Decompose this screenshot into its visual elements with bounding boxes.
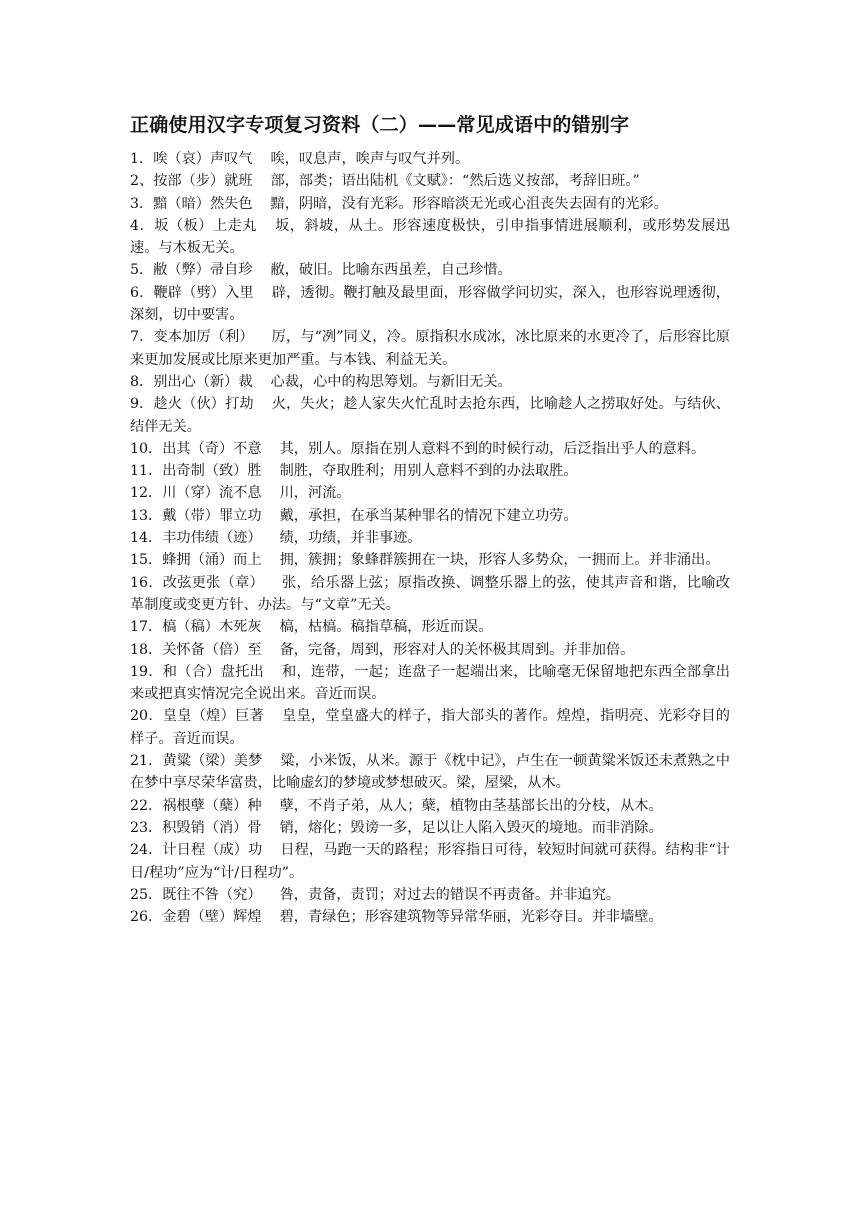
idiom-entry (130, 505, 730, 527)
idiom-term: 23．积毁销（消）骨 (130, 819, 262, 836)
idiom-term: 11．出奇制（致）胜 (130, 463, 262, 480)
idiom-explanation: 槁，枯槁。稿指草稿，形近而误。 (279, 619, 493, 636)
idiom-term: 24．计日程（成）功 (130, 842, 263, 859)
idiom-term: 6．鞭辟（劈）入里 (130, 284, 254, 301)
idiom-entry (130, 259, 730, 281)
idiom-term: 25．既往不咎（究） (130, 886, 262, 903)
idiom-entry (130, 839, 730, 884)
idiom-term: 7．变本加厉（利） (130, 329, 254, 346)
idiom-term: 3．黯（暗）然失色 (130, 195, 253, 212)
idiom-term: 20．皇皇（煌）巨著 (130, 708, 265, 725)
document-title: 正确使用汉字专项复习资料（二）——常见成语中的错别字 (130, 114, 630, 136)
idiom-explanation: 厉，与“冽”同义，冷。原指积水成冰，冰比原来的水更冷了，后形容比原来更加发展或比原来更加严重。与本钱、利益无关。 (130, 329, 730, 368)
idiom-explanation: 部，部类；语出陆机《文赋》：“然后选义按部，考辞旧班。” (270, 173, 640, 190)
idiom-explanation: 绩，功绩，并非事迹。 (279, 530, 422, 547)
idiom-explanation: 心裁，心中的构思筹划。与新旧无关。 (270, 373, 512, 390)
idiom-explanation: 孽，不肖子弟，从人；蘖，植物由茎基部长出的分枝，从木。 (279, 797, 663, 814)
idiom-explanation: 坂，斜坡，从土。形容速度极快，引申指事情进展顺利，或形势发展迅速。与木板无关。 (130, 217, 730, 257)
idiom-entry (130, 170, 730, 192)
idiom-entry (130, 460, 730, 482)
idiom-term: 12．川（穿）流不息 (130, 485, 262, 502)
idiom-explanation: 张，给乐器上弦；原指改换、调整乐器上的弦，使其声音和谐，比喻改革制度或变更方针、办法。与“文章”无关。 (130, 574, 730, 613)
idiom-entry (130, 527, 730, 549)
idiom-term: 17．槁（稿）木死灰 (130, 619, 262, 636)
idiom-explanation: 川，河流。 (279, 485, 351, 502)
idiom-term: 22．祸根孽（蘖）种 (130, 797, 262, 814)
idiom-entry (130, 661, 730, 706)
idiom-term: 18．关怀备（倍）至 (130, 641, 262, 658)
idiom-explanation: 辟，透彻。鞭打触及最里面，形容做学问切实，深入，也形容说理透彻，深刻，切中要害。 (130, 284, 730, 324)
idiom-explanation: 制胜，夺取胜利；用别人意料不到的办法取胜。 (279, 463, 578, 480)
idiom-entry (130, 438, 730, 460)
idiom-term: 21．黄粱（梁）美梦 (130, 753, 263, 770)
idiom-explanation: 日程，马跑一天的路程；形容指日可待，较短时间就可获得。结构非“计日/程功”应为“计/日程功”。 (130, 842, 730, 881)
idiom-term: 16．改弦更张（章） (130, 574, 265, 591)
idiom-entry (130, 549, 730, 571)
idiom-term: 19．和（合）盘托出 (130, 663, 265, 680)
idiom-explanation: 敝，破旧。比喻东西虽差，自己珍惜。 (270, 262, 512, 279)
idiom-entry (130, 371, 730, 393)
idiom-explanation: 咎，责备，责罚；对过去的错误不再责备。并非追究。 (279, 886, 621, 903)
idiom-term: 5．敝（弊）帚自珍 (130, 262, 253, 279)
document-page (130, 112, 730, 928)
idiom-entry (130, 282, 730, 327)
idiom-entry (130, 639, 730, 661)
idiom-term: 2、按部（步）就班 (130, 173, 253, 190)
idiom-entry (130, 482, 730, 504)
idiom-explanation: 戴，承担，在承当某种罪名的情况下建立功劳。 (279, 507, 578, 524)
idiom-term: 8．别出心（新）裁 (130, 373, 253, 390)
idiom-term: 13．戴（带）罪立功 (130, 507, 262, 524)
idiom-term: 9．趁火（伙）打劫 (130, 396, 254, 413)
idiom-term: 4．坂（板）上走丸 (130, 217, 258, 234)
idiom-entry (130, 393, 730, 438)
idiom-entry (130, 193, 730, 215)
idiom-entry (130, 326, 730, 371)
idiom-explanation: 唉，叹息声，唉声与叹气并列。 (270, 151, 470, 167)
idiom-explanation: 其，别人。原指在别人意料不到的时候行动，后泛指出乎人的意料。 (279, 440, 706, 457)
idiom-explanation: 备，完备，周到，形容对人的关怀极其周到。并非加倍。 (279, 641, 635, 658)
idiom-entry (130, 616, 730, 638)
idiom-explanation: 碧，青绿色；形容建筑物等异常华丽，光彩夺目。并非墙壁。 (279, 909, 663, 926)
idiom-explanation: 火，失火；趁人家失火忙乱时去抢东西，比喻趁人之捞取好处。与结伙、结伴无关。 (130, 396, 730, 435)
idiom-entry (130, 795, 730, 817)
idiom-entry (130, 750, 730, 795)
idiom-term: 10．出其（奇）不意 (130, 440, 262, 457)
idiom-entry (130, 705, 730, 750)
idiom-entry (130, 215, 730, 260)
idiom-explanation: 粱，小米饭，从米。源于《枕中记》，卢生在一顿黄粱米饭还未煮熟之中在梦中享尽荣华富贵，比喻虚幻的梦境或梦想破灭。梁，屋梁，从木。 (130, 753, 730, 792)
idiom-explanation: 销，熔化；毁谤一多，足以让人陷入毁灭的境地。而非消除。 (279, 819, 663, 836)
idiom-term: 14．丰功伟绩（迹） (130, 530, 262, 547)
idiom-entry (130, 817, 730, 839)
entry-list (130, 148, 730, 928)
idiom-term: 1．唉（哀）声叹气 (130, 151, 253, 167)
idiom-term: 26．金碧（壁）辉煌 (130, 909, 262, 926)
idiom-entry (130, 906, 730, 928)
idiom-explanation: 拥，簇拥；象蜂群簇拥在一块，形容人多势众，一拥而上。并非涌出。 (279, 552, 720, 569)
idiom-explanation: 皇皇，堂皇盛大的样子，指大部头的著作。煌煌，指明亮、光彩夺目的样子。音近而误。 (130, 708, 730, 747)
idiom-entry (130, 148, 730, 170)
idiom-term: 15．蜂拥（涌）而上 (130, 552, 262, 569)
idiom-explanation: 和，连带，一起；连盘子一起端出来，比喻毫无保留地把东西全部拿出来或把真实情况完全说出来。音近而误。 (130, 663, 730, 703)
idiom-explanation: 黯，阴暗，没有光彩。形容暗淡无光或心沮丧失去固有的光彩。 (270, 195, 668, 212)
idiom-entry (130, 572, 730, 617)
idiom-entry (130, 884, 730, 906)
